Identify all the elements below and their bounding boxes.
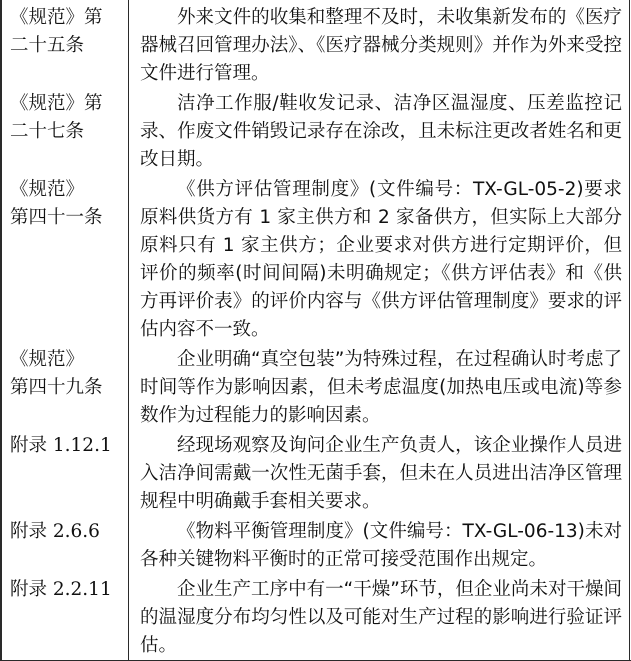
description-cell: 《物料平衡管理制度》(文件编号：TX-GL-06-13)未对各种关键物料平衡时的正常可接受范围作出规定。 [140, 521, 622, 570]
clause-cell: 附录 1.12.1 [10, 435, 112, 456]
description-cell: 经现场观察及询问企业生产负责人，该企业操作人员进入洁净间需戴一次性无菌手套，但未在人员进出洁净区管理规程中明确戴手套相关要求。 [140, 435, 622, 512]
table-row [0, 86, 631, 172]
clause-cell: 《规范》 第四十一条 [10, 179, 103, 228]
table-row [0, 572, 631, 660]
description-cell: 《供方评估管理制度》(文件编号：TX-GL-05-2)要求原料供货方有 1 家主供方和 2 家备供方，但实际上大部分原料只有 1 家主供方；企业要求对供方进行定期评价，但评价的频率(时间间隔)未明确规定；《供方评估表》和《供方再评价表》的评价内容与《供方评估管理制度》要求的评估内容不一致。 [140, 179, 622, 340]
clause-cell: 附录 2.2.11 [10, 579, 112, 600]
table-row [0, 172, 631, 342]
clause-cell: 附录 2.6.6 [10, 521, 100, 542]
clause-cell: 《规范》 第四十九条 [10, 349, 103, 398]
clause-cell: 《规范》第 二十五条 [10, 7, 103, 56]
table-row [0, 514, 631, 572]
description-cell: 企业生产工序中有一“干燥”环节，但企业尚未对干燥间的温湿度分布均匀性以及可能对生产过程的影响进行验证评估。 [140, 579, 622, 656]
description-cell: 外来文件的收集和整理不及时，未收集新发布的《医疗器械召回管理办法》、《医疗器械分类规则》并作为外来受控文件进行管理。 [140, 7, 622, 84]
table-row [0, 342, 631, 428]
table-row [0, 428, 631, 514]
description-cell: 洁净工作服/鞋收发记录、洁净区温湿度、压差监控记录、作废文件销毁记录存在涂改，且未标注更改者姓名和更改日期。 [140, 93, 622, 170]
clause-cell: 《规范》第 二十七条 [10, 93, 103, 142]
table-row [0, 0, 631, 86]
description-cell: 企业明确“真空包装”为特殊过程，在过程确认时考虑了时间等作为影响因素，但未考虑温度(加热电压或电流)等参数作为过程能力的影响因素。 [140, 349, 622, 426]
